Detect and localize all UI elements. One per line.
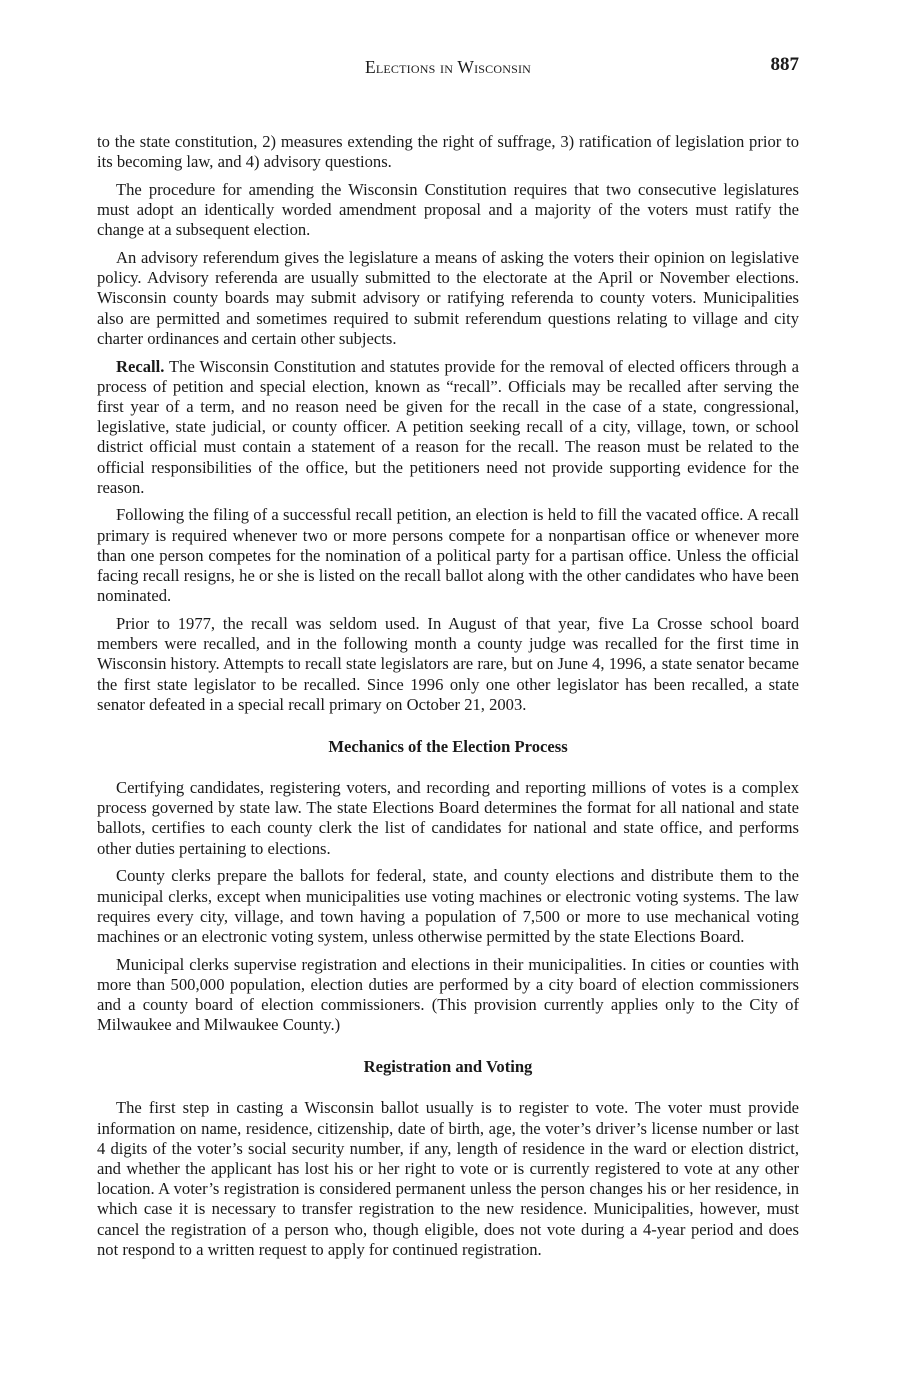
paragraph-recall-election: Following the filing of a successful recall petition, an election is held to fill the vacated office. A recall primary is required whenever two or more persons compete for a nonpartisan office or whenever more than one person competes for the nomination of a political party for a partisan office. Unless the official facing recall resigns, he or she is listed on the recall ballot along with the other candidates who have been nominated. [97, 505, 799, 606]
page-header [97, 50, 799, 80]
paragraph-recall [97, 357, 799, 498]
paragraph-county-clerks: County clerks prepare the ballots for federal, state, and county elections and distribute them to the municipal clerks, except when municipalities use voting machines or electronic voting systems. The law requires every city, village, and town having a population of 7,500 or more to use mechanical voting machines or an electronic voting system, unless otherwise permitted by the state Elections Board. [97, 866, 799, 946]
paragraph-registration: The first step in casting a Wisconsin ballot usually is to register to vote. The voter must provide information on name, residence, citizenship, date of birth, age, the voter’s driver’s license number or last 4 digits of the voter’s social security number, if any, length of residence in the ward or election district, and whether the applicant has lost his or her right to vote or is currently registered to vote at any other location. A voter’s registration is considered permanent unless the person changes his or her residence, in which case it is necessary to transfer registration to the new residence. Municipalities, however, must cancel the registration of a person who, though eligible, does not vote during a 4-year period and does not respond to a written request to apply for continued registration. [97, 1098, 799, 1259]
recall-text: The Wisconsin Constitution and statutes provide for the removal of elected officers through a process of petition and special election, known as “recall”. Officials may be recalled after serving the first year of a term, and no reason need be given for the recall in the case of a state, congressional, legislative, state judicial, or county officer. A petition seeking recall of a city, village, town, or school district official must contain a statement of a reason for the recall. The reason must be related to the official responsibilities of the office, but the petitioners need not provide supporting evidence for the reason. [97, 356, 799, 497]
running-title: Elections in Wisconsin [364, 57, 532, 77]
recall-run-in-heading: Recall. [116, 356, 165, 376]
paragraph-continued: to the state constitution, 2) measures extending the right of suffrage, 3) ratification of legislation prior to its becoming law, and 4) advisory questions. [97, 132, 799, 172]
body-text [97, 132, 799, 1268]
paragraph-recall-history: Prior to 1977, the recall was seldom used. In August of that year, five La Crosse school board members were recalled, and in the following month a county judge was recalled for the first time in Wisconsin history. Attempts to recall state legislators are rare, but on June 4, 1996, a state senator became the first state legislator to be recalled. Since 1996 only one other legislator has been recalled, a state senator defeated in a special recall primary on October 21, 2003. [97, 613, 799, 714]
paragraph-municipal-clerks: Municipal clerks supervise registration and elections in their municipalities. In cities or counties with more than 500,000 population, election duties are performed by a city board of election commissioners and a county board of election commissioners. (This provision currently applies only to the City of Milwaukee and Milwaukee County.) [97, 954, 799, 1035]
section-heading-registration: Registration and Voting [363, 1057, 533, 1077]
paragraph-certifying-candidates: Certifying candidates, registering voters, and recording and reporting millions of votes is a complex process governed by state law. The state Elections Board determines the format for all national and state ballots, certifies to each county clerk the list of candidates for national and state office, and performs other duties pertaining to elections. [97, 777, 799, 858]
section-heading-mechanics: Mechanics of the Election Process [328, 736, 568, 756]
paragraph-amendment-procedure: The procedure for amending the Wisconsin Constitution requires that two consecutive legislatures must adopt an identically worded amendment proposal and a majority of the voters must ratify the change at a subsequent election. [97, 179, 799, 240]
page-number: 887 [770, 54, 799, 75]
paragraph-advisory-referendum: An advisory referendum gives the legislature a means of asking the voters their opinion on legislative policy. Advisory referenda are usually submitted to the electorate at the April or November elections. Wisconsin county boards may submit advisory or ratifying referenda to county voters. Municipalities also are permitted and sometimes required to submit referendum questions relating to village and city charter ordinances and certain other subjects. [97, 248, 799, 348]
